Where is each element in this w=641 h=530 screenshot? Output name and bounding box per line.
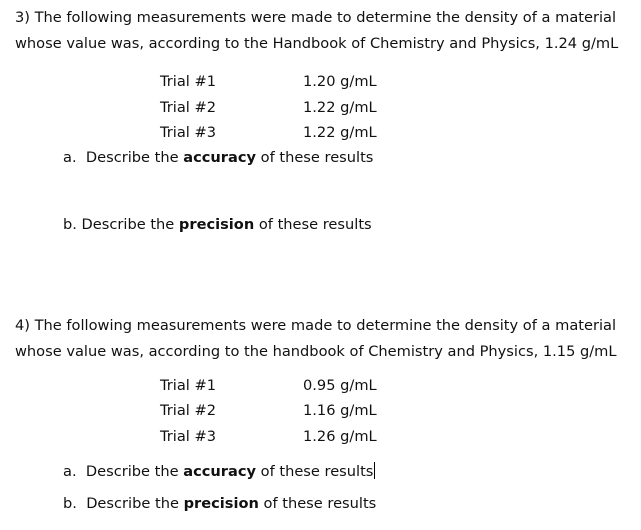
question-4-text-1: The following measurements were made to determine the density of a material: [34, 317, 617, 334]
text-cursor: [374, 462, 375, 479]
q3-part-b-pre: Describe the: [81, 216, 179, 233]
q3-part-b-letter: b.: [63, 216, 77, 233]
q4-trial-2-value: 1.16 g/mL: [303, 402, 377, 419]
q4-part-b-post: of these results: [258, 495, 377, 512]
q4-trial-3-label: Trial #3: [160, 428, 216, 445]
q3-trial-1-label: Trial #1: [160, 73, 216, 90]
question-3-text-2: whose value was, according to the Handbook of Chemistry and Physics, 1.24 g/mL: [15, 35, 619, 52]
q4-trial-1-label: Trial #1: [160, 377, 216, 394]
q3-part-b: [63, 216, 372, 234]
question-4-text-2: whose value was, according to the handbook of Chemistry and Physics, 1.15 g/mL: [15, 343, 617, 360]
q4-part-a-post: of these results: [256, 463, 374, 480]
q3-part-a-letter: a.: [63, 149, 77, 166]
q3-trial-2-label: Trial #2: [160, 99, 216, 116]
question-3-line-1: [15, 9, 616, 27]
q3-trial-3-label: Trial #3: [160, 124, 216, 141]
q3-part-b-bold: precision: [178, 216, 255, 233]
q3-trial-2-value: 1.22 g/mL: [303, 99, 377, 116]
q3-part-a: [63, 149, 373, 167]
q3-part-a-bold: accuracy: [183, 149, 256, 166]
question-4-number: 4): [15, 317, 30, 334]
q4-part-b-bold: precision: [183, 495, 259, 512]
q4-trial-1-value: 0.95 g/mL: [303, 377, 377, 394]
q4-trial-2-label: Trial #2: [160, 402, 216, 419]
q4-part-a-pre: Describe the: [85, 463, 184, 480]
q4-part-a-bold: accuracy: [183, 463, 256, 480]
q3-part-b-post: of these results: [254, 216, 372, 233]
q4-part-b-pre: Describe the: [86, 495, 184, 512]
q4-trial-3-value: 1.26 g/mL: [303, 428, 377, 445]
q3-part-a-post: of these results: [256, 149, 374, 166]
question-3-text-1: The following measurements were made to determine the density of a material: [34, 9, 617, 26]
q3-trial-1-value: 1.20 g/mL: [303, 73, 377, 90]
q4-part-a-letter: a.: [63, 463, 77, 480]
question-4-line-1: [15, 317, 616, 335]
question-3-number: 3): [15, 9, 30, 26]
q3-trial-3-value: 1.22 g/mL: [303, 124, 377, 141]
q4-part-b-letter: b.: [63, 495, 77, 512]
q4-part-a[interactable]: [63, 462, 375, 481]
q4-part-b: [63, 495, 376, 513]
q3-part-a-pre: Describe the: [85, 149, 184, 166]
